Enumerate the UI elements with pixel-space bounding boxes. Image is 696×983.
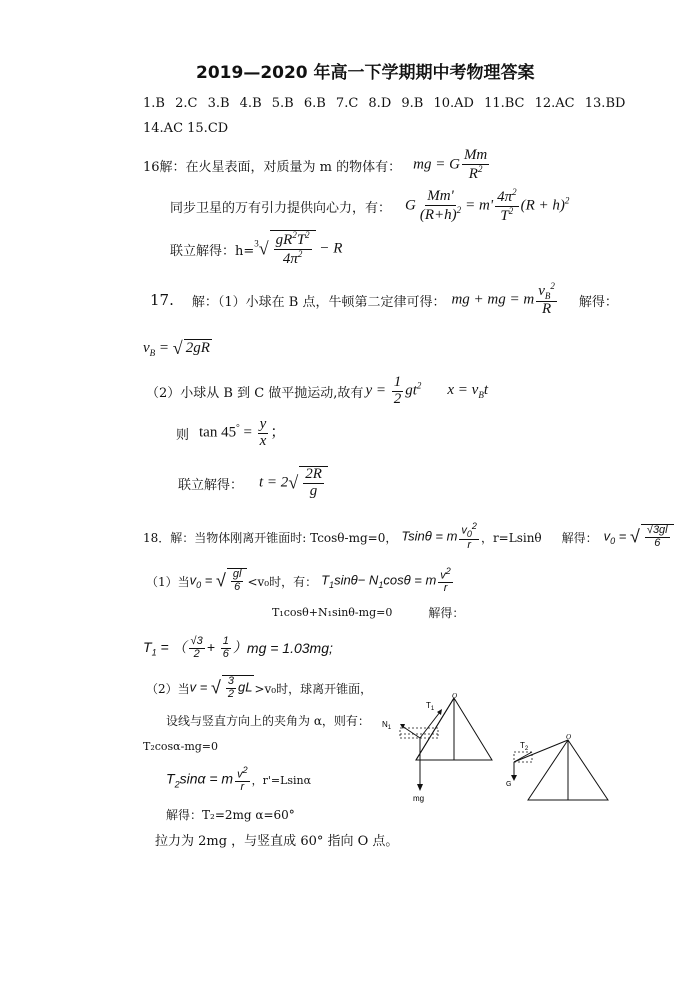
q17-text-5: 联立解得： [178, 477, 244, 493]
q18-formula-2a: $v_0$ = √ $\frac{gl}{6}$ [190, 568, 248, 593]
q16-text-1: 16解：在火星表面，对质量为 m 的物体有： [143, 159, 402, 175]
q18-line-3 [272, 604, 464, 621]
q17-line-1 [150, 280, 618, 320]
choice-answers-line-1: 1.B 2.C 3.B 4.B 5.B 6.B 7.C 8.D 9.B 10.AD 11.BC 12.AC 13.BD [143, 96, 626, 111]
q18-formula-1b: $v_0$ = √ $\frac{√3gl}{6}$ [604, 524, 674, 549]
q18-text-2-mid: <v₀时，有： [247, 574, 318, 589]
q17-formula-5: t = 2√ $\frac{2R}{g}$ [259, 466, 328, 500]
label-n1: $N_1$ [382, 720, 392, 731]
q18-text-2: （1）当 [146, 574, 190, 589]
label-t1: $T_1$ [426, 701, 435, 712]
q16-line-1 [143, 148, 491, 182]
q18-text-9: 解得：T₂=2mg α=60° [166, 808, 295, 822]
q16-line-2 [170, 186, 569, 226]
q18-line-4 [143, 632, 333, 664]
choice-answers-line-2: 14.AC 15.CD [143, 121, 229, 136]
q18-formula-5: v = √ $\frac{3}{2}$ gL [189, 675, 253, 700]
q16-formula-2: G $\frac{Mm'}{(R+h)^2}$ = m' $\frac{4\pi^2}{T^2}$ $(R + h)^2$ [405, 186, 570, 224]
q18-text-3-end: 解得： [428, 606, 465, 620]
q18-text-1: 18．解：当物体刚离开锥面时: Tcosθ-mg=0， [143, 530, 398, 545]
q17-formula-3a: y = $\frac{1}{2}$ $gt^2$ [365, 373, 422, 407]
q16-text-2: 同步卫星的万有引力提供向心力，有： [170, 200, 392, 216]
q16-formula-3: $^3$√ $\frac{gR^2T^2}{4\pi^2}$ − R [254, 230, 343, 267]
q18-conclusion: 拉力为 2mg ，与竖直成 60° 指向 O 点。 [155, 834, 399, 849]
q18-line-8 [166, 764, 311, 796]
q18-text-7: T₂cosα-mg=0 [143, 740, 219, 753]
q16-text-3: 联立解得：h= [170, 243, 255, 259]
q18-line-2 [146, 564, 455, 598]
q17-formula-4: tan 45° = $\frac{y}{x}$ ； [199, 415, 286, 449]
q18-formula-1: Tsinθ = m $\frac{v_0^2}{r}$ [401, 521, 477, 552]
page-title: 2019—2020 年高一下学期期中考物理答案 [196, 63, 535, 83]
q17-formula-3b: $x = v_Bt$ [447, 382, 488, 400]
q17-text-1: 解：（1）小球在 B 点，牛顿第二定律可得： [191, 294, 446, 310]
tension-vector-2 [514, 752, 532, 762]
cone-force-diagram-1 [380, 692, 498, 804]
q18-formula-2b: $T_1\sin\theta- N_1\cos\theta = m$ $\frac{v^2}{r}$ [321, 566, 451, 595]
label-t2: $T_2$ [520, 741, 529, 752]
q18-formula-8: $T_2\sin\alpha = m$ $\frac{v^2}{r}$ [166, 765, 248, 794]
tension-arrowhead [437, 709, 442, 715]
label-g: G [506, 781, 512, 788]
q18-line-1 [143, 520, 674, 554]
q17-line-3 [146, 372, 488, 410]
q18-text-5: （2）当 [146, 681, 190, 696]
q18-line-5 [146, 672, 372, 704]
q16-formula-1: mg = G $\frac{Mm}{R^2}$ [413, 146, 488, 182]
label-o-2: O [566, 733, 572, 741]
q18-text-3: T₁cosθ+N₁sinθ-mg=0 [272, 606, 393, 619]
label-mg: mg [413, 794, 425, 803]
q18-text-8-end: ，r'=Lsinα [251, 774, 312, 787]
q17-text-3: （2）小球从 B 到 C 做平抛运动,故有 [146, 385, 364, 401]
cone-force-diagram-2 [502, 732, 614, 804]
q17-line-5 [178, 460, 328, 506]
q18-text-5-end: >v₀时，球离开锥面， [254, 681, 373, 696]
q17-number: 17. [150, 291, 174, 309]
q18-text-1-end: 解得： [561, 530, 598, 545]
q18-text-1-mid: ，r=Lsinθ [480, 530, 542, 545]
gravity-arrowhead-2 [511, 775, 517, 781]
q17-text-4: 则 [176, 427, 190, 443]
gravity-arrowhead [417, 784, 423, 791]
q17-text-1-end: 解得： [578, 294, 618, 310]
q17-formula-vb: $v_B$ = √ 2gR [143, 338, 210, 358]
q17-line-4 [176, 414, 285, 452]
q18-text-4-end: mg = 1.03mg; [246, 640, 333, 656]
q17-formula-1: mg + mg = m $\frac{v_B^2}{R}$ [451, 280, 555, 318]
q16-line-3 [170, 229, 342, 269]
label-o: O [452, 692, 458, 700]
q18-text-6: 设线与竖直方向上的夹角为 α，则有： [166, 714, 370, 728]
q18-formula-4: $T_1$ = （ $\frac{√3}{2}$ + $\frac{1}{6}$ ） [143, 634, 247, 660]
